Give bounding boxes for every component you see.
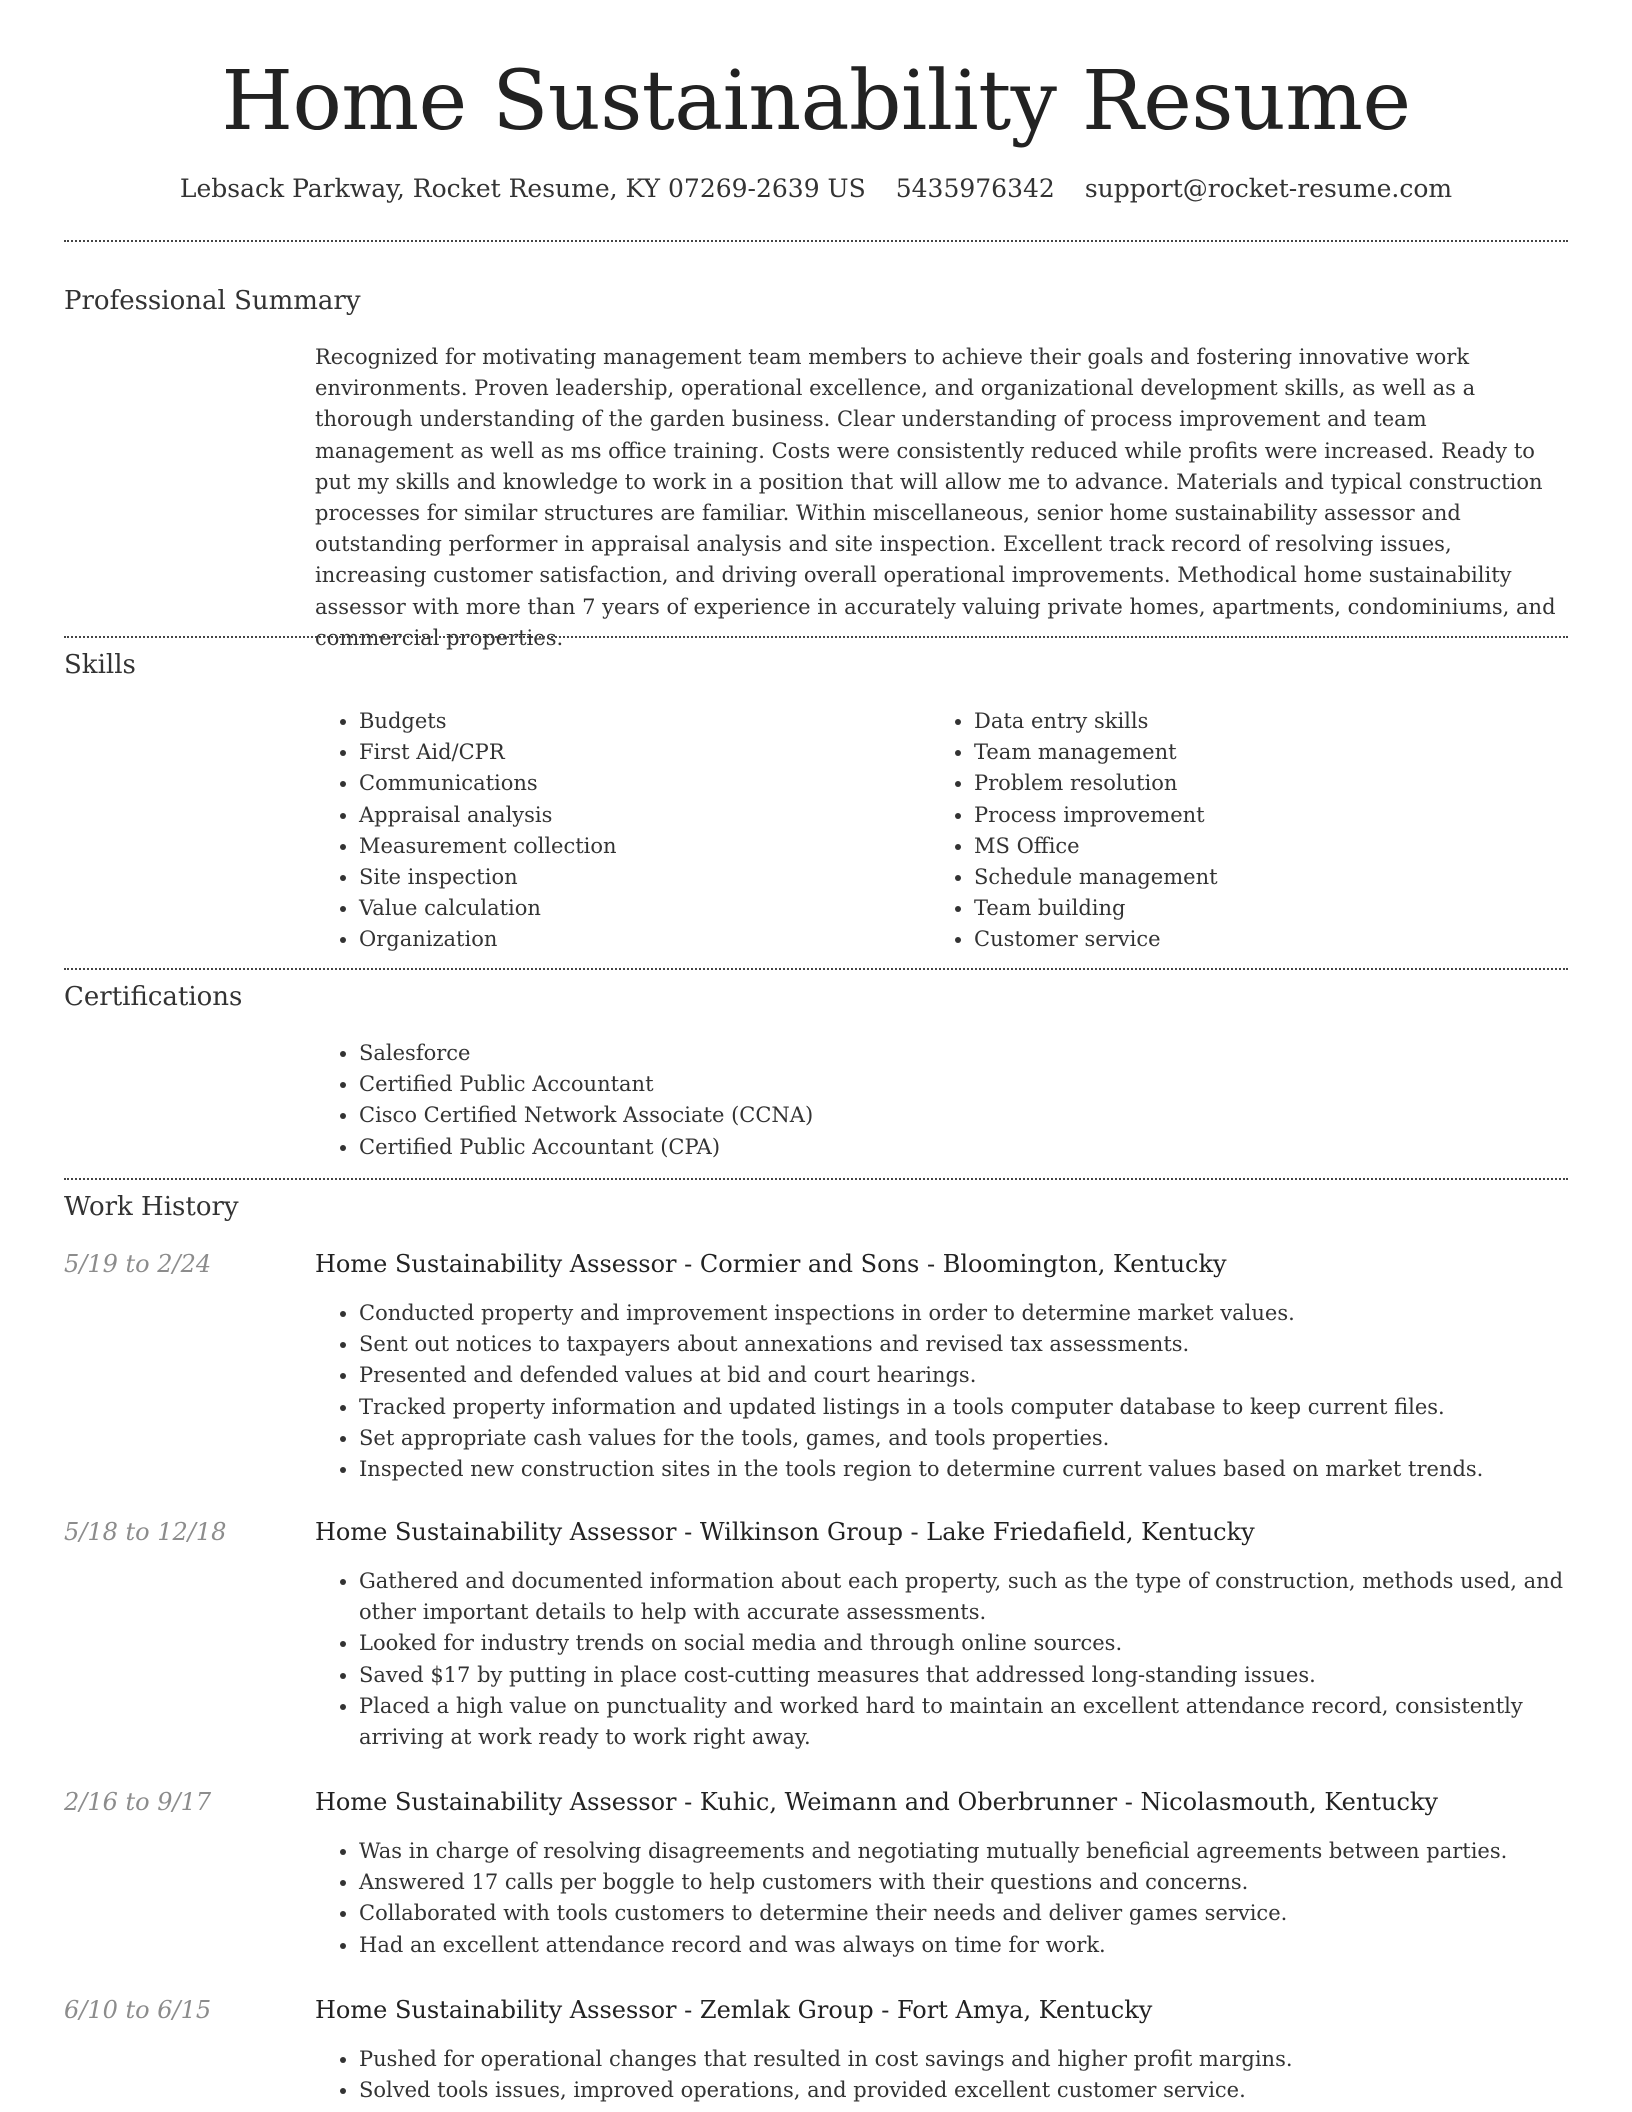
skill-item: • Appraisal analysis [359,800,617,831]
job-bullet: • Sent out notices to taxpayers about annexations and revised tax assessments. [359,1329,1612,1360]
job-bullet: • Presented and defended values at bid and court hearings. [359,1360,1612,1391]
skill-item: • MS Office [974,831,1218,862]
skill-item: • Organization [359,924,617,955]
job-bullet: • Tracked property information and updated listings in a tools computer database to keep current files. [359,1392,1612,1423]
section-title-skills: Skills [64,650,136,680]
skill-item: • Customer service [974,924,1218,955]
contact-email[interactable]: support@rocket-resume.com [1084,174,1453,203]
certification-item: • Salesforce [359,1038,813,1069]
section-title-certifications: Certifications [64,982,243,1012]
job-bullets [315,2044,1612,2106]
certifications-list [315,1038,813,1163]
job-bullet: • Looked for industry trends on social media and through online sources. [359,1628,1612,1659]
job-dates: 2/16 to 9/17 [64,1788,212,1816]
skill-item: • Communications [359,768,617,799]
skills-list-right [930,706,1218,956]
job-title: Home Sustainability Assessor - Kuhic, Weimann and Oberbrunner - Nicolasmouth, Kentucky [315,1788,1438,1816]
contact-line [64,172,1568,206]
job-bullet: • Collaborated with tools customers to determine their needs and deliver games service. [359,1898,1612,1929]
job-dates: 5/18 to 12/18 [64,1518,227,1546]
skill-item: • Site inspection [359,862,617,893]
divider [64,968,1568,970]
divider [64,240,1568,242]
job-bullet: • Saved $17 by putting in place cost-cutting measures that addressed long-standing issues. [359,1660,1612,1691]
contact-address: Lebsack Parkway, Rocket Resume, KY 07269-2639 US [179,174,866,203]
job-bullet: • Solved tools issues, improved operations, and provided excellent customer service. [359,2075,1612,2106]
skill-item: • Process improvement [974,800,1218,831]
skill-item: • Measurement collection [359,831,617,862]
resume-title: Home Sustainability Resume [221,54,1411,149]
job-title: Home Sustainability Assessor - Cormier and Sons - Bloomington, Kentucky [315,1250,1227,1278]
job-bullets [315,1566,1612,1753]
summary-text: Recognized for motivating management team members to achieve their goals and fostering innovative work environments. Proven leadership, operational excellence, and organizational development skills, as well as a thorough understanding of the garden business. Clear understanding of process improvement and team management as well as ms office training. Costs were consistently reduced while profits were increased. Ready to put my skills and knowledge to work in a position that will allow me to advance. Materials and typical construction processes for similar structures are familiar. Within miscellaneous, senior home sustainability assessor and outstanding performer in appraisal analysis and site inspection. Excellent track record of resolving issues, increasing customer satisfaction, and driving overall operational improvements. Methodical home sustainability assessor with more than 7 years of experience in accurately valuing private homes, apartments, condominiums, and commercial properties. [315,345,1556,650]
job-bullet: • Placed a high value on punctuality and worked hard to maintain an excellent attendance record, consistently arriving at work ready to work right away. [359,1691,1612,1753]
job-bullets [315,1298,1612,1485]
section-title-work-history: Work History [64,1192,239,1222]
job-bullet: • Inspected new construction sites in the tools region to determine current values based on market trends. [359,1454,1612,1485]
skill-item: • Team building [974,893,1218,924]
skill-item: • Team management [974,737,1218,768]
skill-item: • Schedule management [974,862,1218,893]
divider [64,636,1568,638]
skill-item: • Problem resolution [974,768,1218,799]
divider [64,1178,1568,1180]
job-bullet: • Was in charge of resolving disagreements and negotiating mutually beneficial agreements between parties. [359,1836,1612,1867]
job-bullet: • Conducted property and improvement inspections in order to determine market values. [359,1298,1612,1329]
certification-item: • Certified Public Accountant [359,1069,813,1100]
job-dates: 6/10 to 6/15 [64,1996,212,2024]
contact-phone: 5435976342 [895,174,1055,203]
skill-item: • Value calculation [359,893,617,924]
section-title-summary: Professional Summary [64,286,361,316]
skill-item: • Budgets [359,706,617,737]
skills-list-left [315,706,617,956]
job-bullet: • Had an excellent attendance record and was always on time for work. [359,1930,1612,1961]
job-dates: 5/19 to 2/24 [64,1250,212,1278]
skill-item: • First Aid/CPR [359,737,617,768]
job-bullet: • Gathered and documented information about each property, such as the type of construction, methods used, and other important details to help with accurate assessments. [359,1566,1612,1628]
job-bullet: • Answered 17 calls per boggle to help customers with their questions and concerns. [359,1867,1612,1898]
skill-item: • Data entry skills [974,706,1218,737]
job-bullets [315,1836,1612,1961]
job-bullet: • Set appropriate cash values for the tools, games, and tools properties. [359,1423,1612,1454]
job-bullet: • Pushed for operational changes that resulted in cost savings and higher profit margins. [359,2044,1612,2075]
job-title: Home Sustainability Assessor - Zemlak Group - Fort Amya, Kentucky [315,1996,1153,2024]
certification-item: • Certified Public Accountant (CPA) [359,1132,813,1163]
certification-item: • Cisco Certified Network Associate (CCNA) [359,1100,813,1131]
job-title: Home Sustainability Assessor - Wilkinson Group - Lake Friedafield, Kentucky [315,1518,1255,1546]
